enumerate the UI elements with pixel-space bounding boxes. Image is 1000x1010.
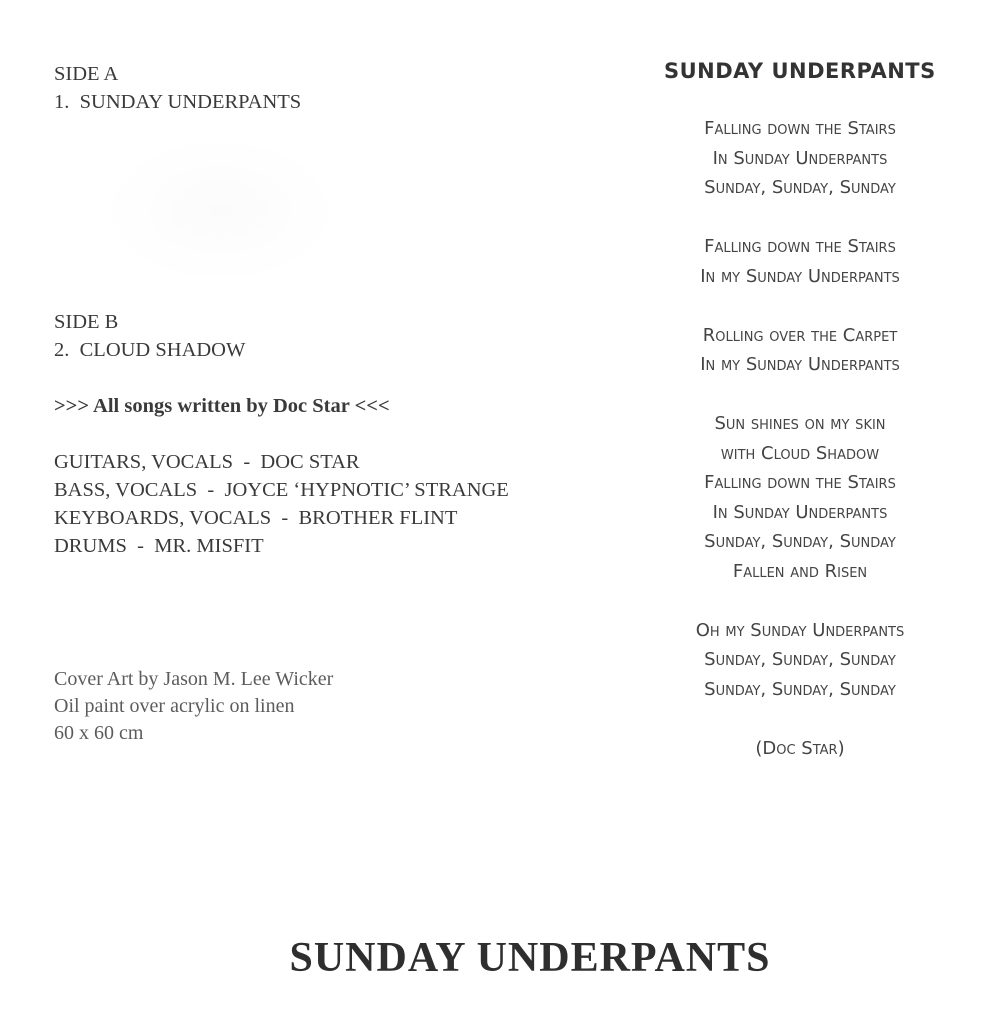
cover-credit-size: 60 x 60 cm [54,722,144,744]
lyric-line: Rolling over the Carpet [702,324,898,346]
lyrics-column [600,56,1000,763]
lyrics-verse-1 [600,114,1000,203]
lyrics-title: SUNDAY UNDERPANTS [664,59,936,83]
lyrics-verse-2 [600,232,1000,291]
lyric-line: Sunday, Sunday, Sunday [704,649,896,670]
lyrics-verse-5 [600,616,1000,705]
cover-credit-medium: Oil paint over acrylic on linen [54,695,295,717]
side-a-label: SIDE A [54,63,119,85]
lyric-line: Sun shines on my skin [714,413,886,434]
songwriter-note: >>> All songs written by Doc Star <<< [54,395,390,417]
lyric-line: In my Sunday Underpants [700,265,900,287]
side-b-track: 2. CLOUD SHADOW [54,339,246,361]
lyric-line: Falling down the Stairs [704,236,896,257]
lyric-line: In Sunday Underpants [712,501,888,523]
lyric-line: Sunday, Sunday, Sunday [704,678,896,700]
personnel-item: GUITARS, VOCALS - DOC STAR [54,451,360,473]
cover-credit-artist: Cover Art by Jason M. Lee Wicker [54,668,334,690]
lyric-line: Sunday, Sunday, Sunday [704,177,896,198]
lyric-line: Falling down the Stairs [704,118,896,139]
personnel-item: BASS, VOCALS - JOYCE ‘HYPNOTIC’ STRANGE [54,479,509,501]
lyrics-author: (Doc Star) [755,737,845,759]
tracklist-column [54,60,614,747]
lyric-line: In my Sunday Underpants [700,354,900,375]
lyrics-verse-4 [600,409,1000,586]
lyric-line: Oh my Sunday Underpants [695,619,905,641]
lyric-line: Fallen and Risen [732,560,868,582]
lyric-line: Falling down the Stairs [704,472,896,493]
lyric-line: Sunday, Sunday, Sunday [704,531,896,552]
personnel-list [54,448,614,560]
personnel-item: KEYBOARDS, VOCALS - BROTHER FLINT [54,507,458,529]
cover-credits [54,666,614,747]
side-a-track: 1. SUNDAY UNDERPANTS [54,91,302,113]
lyrics-verse-3 [600,321,1000,380]
lyric-line: In Sunday Underpants [712,147,888,169]
side-b-label: SIDE B [54,311,119,333]
personnel-item: DRUMS - MR. MISFIT [54,535,264,557]
footer-title: SUNDAY UNDERPANTS [289,935,771,981]
lyric-line: with Cloud Shadow [720,442,880,464]
